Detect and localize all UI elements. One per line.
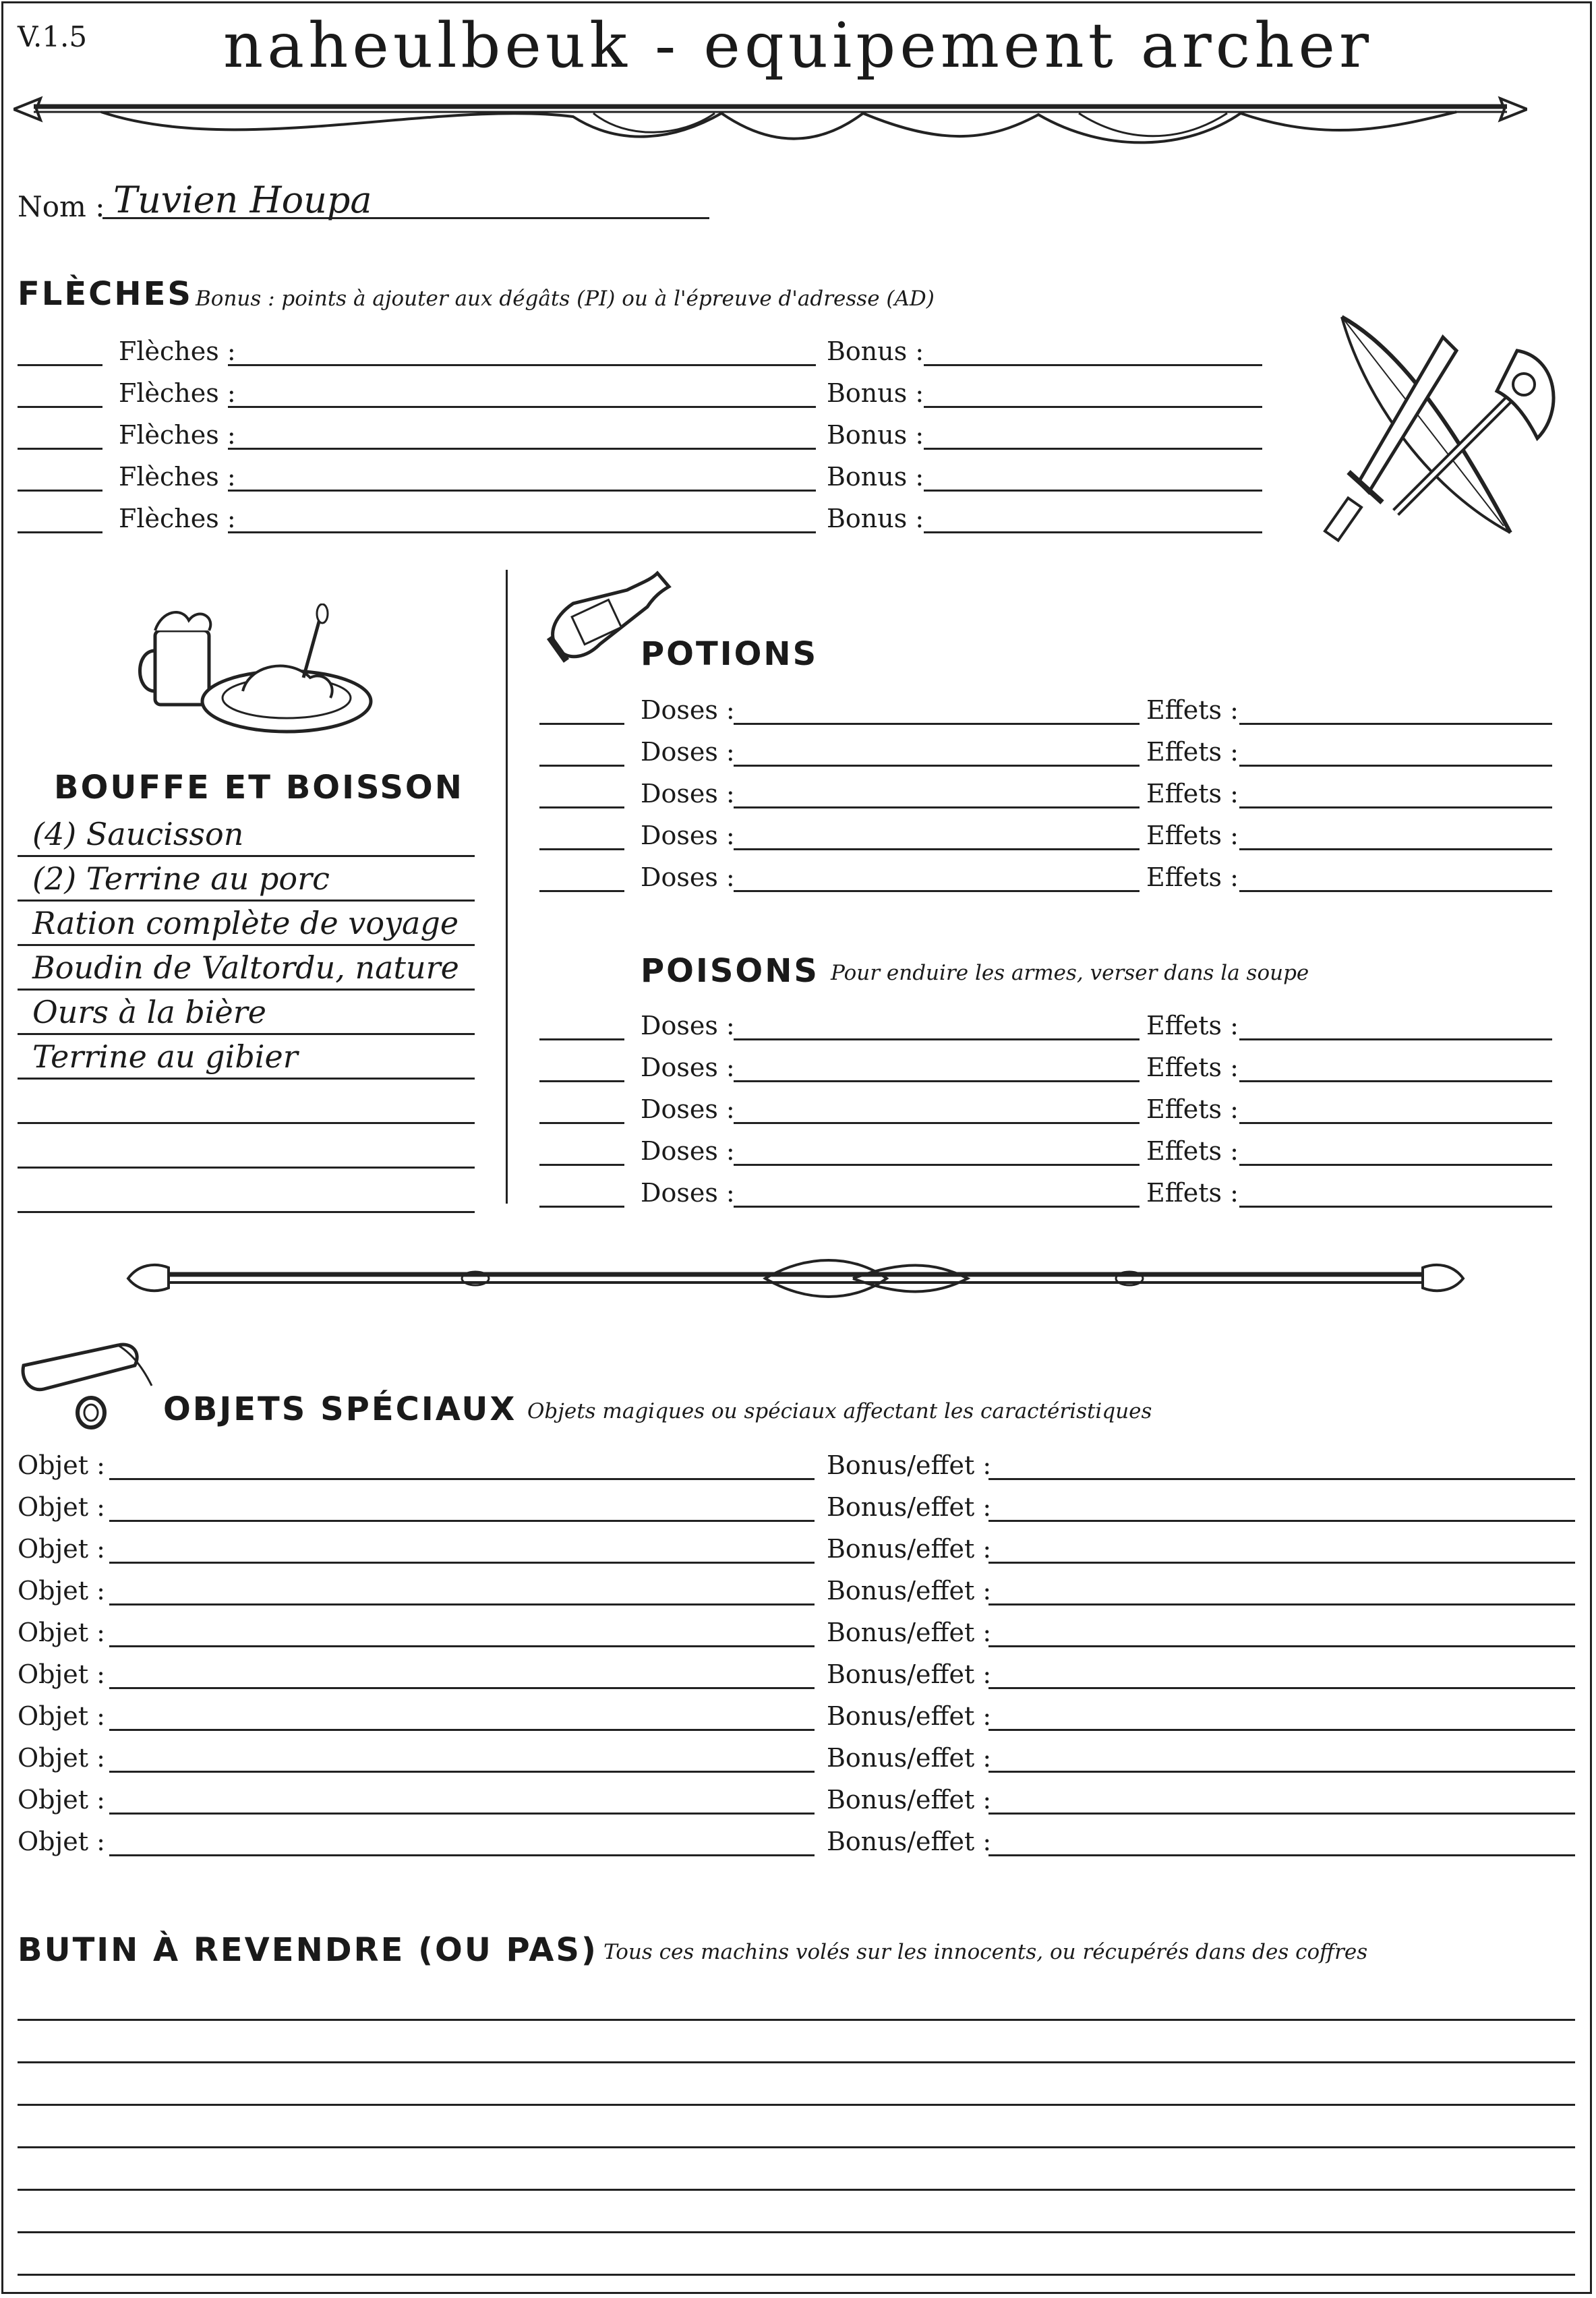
objet-bonus-field[interactable] (988, 1813, 1575, 1815)
bouffe-item[interactable]: (2) Terrine au porc (32, 860, 330, 897)
potions-qty-field[interactable] (539, 848, 624, 850)
bouffe-item[interactable]: Ours à la bière (32, 994, 266, 1030)
fleches-bonus-field[interactable] (924, 490, 1262, 492)
objet-field[interactable] (109, 1813, 815, 1815)
fleches-name-field[interactable] (228, 364, 816, 366)
potions-effets-field[interactable] (1239, 806, 1552, 808)
fleches-bonus-label: Bonus : (827, 504, 924, 533)
objet-bonus-field[interactable] (988, 1603, 1575, 1605)
butin-line[interactable] (18, 2146, 1575, 2148)
fleches-bonus-label: Bonus : (827, 462, 924, 492)
objet-bonus-label: Bonus/effet : (827, 1618, 992, 1647)
potions-doses-field[interactable] (734, 806, 1140, 808)
fleches-qty-field[interactable] (18, 490, 102, 492)
poisons-doses-label: Doses : (641, 1053, 735, 1082)
poisons-doses-label: Doses : (641, 1178, 735, 1208)
poisons-effets-field[interactable] (1239, 1080, 1552, 1082)
objet-field[interactable] (109, 1854, 815, 1856)
poisons-doses-field[interactable] (734, 1080, 1140, 1082)
bouffe-item[interactable]: Ration complète de voyage (32, 905, 459, 941)
objet-bonus-field[interactable] (988, 1562, 1575, 1564)
poisons-qty-field[interactable] (539, 1122, 624, 1124)
objet-bonus-field[interactable] (988, 1687, 1575, 1689)
poisons-effets-field[interactable] (1239, 1122, 1552, 1124)
objet-bonus-field[interactable] (988, 1520, 1575, 1522)
column-divider (506, 570, 508, 1204)
poisons-effets-label: Effets : (1146, 1094, 1239, 1124)
objet-label: Objet : (18, 1618, 105, 1647)
poisons-qty-field[interactable] (539, 1080, 624, 1082)
butin-subtitle: Tous ces machins volés sur les innocents, ou récupérés dans des coffres (603, 1940, 1368, 1964)
fleches-bonus-label: Bonus : (827, 336, 924, 366)
poisons-effets-label: Effets : (1146, 1178, 1239, 1208)
fleches-label: Flèches : (119, 378, 236, 408)
potions-effets-label: Effets : (1146, 695, 1239, 725)
bouffe-line (18, 1122, 475, 1124)
poisons-qty-field[interactable] (539, 1164, 624, 1166)
fleches-heading: FLÈCHES (18, 275, 193, 313)
butin-line[interactable] (18, 2104, 1575, 2106)
objet-bonus-label: Bonus/effet : (827, 1534, 992, 1564)
objet-field[interactable] (109, 1729, 815, 1731)
potions-effets-label: Effets : (1146, 862, 1239, 892)
arrow-divider-icon (13, 86, 1527, 147)
objet-bonus-field[interactable] (988, 1645, 1575, 1647)
objet-bonus-label: Bonus/effet : (827, 1659, 992, 1689)
fleches-qty-field[interactable] (18, 448, 102, 450)
poisons-doses-label: Doses : (641, 1094, 735, 1124)
poisons-subtitle: Pour enduire les armes, verser dans la soupe (831, 961, 1309, 985)
objet-label: Objet : (18, 1534, 105, 1564)
poisons-effets-label: Effets : (1146, 1053, 1239, 1082)
potions-effets-field[interactable] (1239, 765, 1552, 767)
version-label: V.1.5 (18, 20, 88, 53)
objet-field[interactable] (109, 1562, 815, 1564)
objet-label: Objet : (18, 1576, 105, 1605)
potions-doses-label: Doses : (641, 737, 735, 767)
fleches-name-field[interactable] (228, 448, 816, 450)
bouffe-item[interactable]: Boudin de Valtordu, nature (32, 949, 459, 986)
poisons-qty-field[interactable] (539, 1206, 624, 1208)
objet-label: Objet : (18, 1659, 105, 1689)
objet-bonus-label: Bonus/effet : (827, 1827, 992, 1856)
poisons-doses-field[interactable] (734, 1206, 1140, 1208)
potions-doses-field[interactable] (734, 765, 1140, 767)
objet-label: Objet : (18, 1492, 105, 1522)
objet-bonus-field[interactable] (988, 1478, 1575, 1480)
fleches-bonus-field[interactable] (924, 364, 1262, 366)
name-value[interactable]: Tuvien Houpa (113, 179, 372, 221)
fleches-bonus-field[interactable] (924, 448, 1262, 450)
potions-doses-label: Doses : (641, 862, 735, 892)
bouffe-line (18, 944, 475, 946)
bouffe-line (18, 900, 475, 902)
bouffe-line (18, 855, 475, 857)
fleches-bonus-label: Bonus : (827, 378, 924, 408)
page-title: naheulbeuk - equipement archer (223, 9, 1373, 82)
objet-bonus-label: Bonus/effet : (827, 1576, 992, 1605)
potions-heading: POTIONS (641, 635, 819, 673)
potions-effets-field[interactable] (1239, 848, 1552, 850)
potions-doses-field[interactable] (734, 890, 1140, 892)
objet-field[interactable] (109, 1603, 815, 1605)
poisons-effets-field[interactable] (1239, 1164, 1552, 1166)
poisons-effets-label: Effets : (1146, 1011, 1239, 1040)
objet-label: Objet : (18, 1785, 105, 1815)
butin-line[interactable] (18, 2231, 1575, 2233)
poisons-effets-field[interactable] (1239, 1206, 1552, 1208)
potions-doses-field[interactable] (734, 723, 1140, 725)
butin-line[interactable] (18, 2019, 1575, 2021)
poisons-doses-label: Doses : (641, 1136, 735, 1166)
fleches-label: Flèches : (119, 420, 236, 450)
objet-field[interactable] (109, 1478, 815, 1480)
potions-effets-field[interactable] (1239, 890, 1552, 892)
poisons-effets-label: Effets : (1146, 1136, 1239, 1166)
poisons-doses-field[interactable] (734, 1164, 1140, 1166)
fleches-qty-field[interactable] (18, 406, 102, 408)
name-label: Nom : (18, 190, 105, 223)
name-underline (102, 217, 709, 219)
potions-qty-field[interactable] (539, 806, 624, 808)
bouffe-line (18, 989, 475, 991)
potions-qty-field[interactable] (539, 890, 624, 892)
poisons-qty-field[interactable] (539, 1038, 624, 1040)
mug-and-plate-icon (135, 603, 384, 738)
objet-label: Objet : (18, 1450, 105, 1480)
objet-bonus-label: Bonus/effet : (827, 1450, 992, 1480)
butin-heading: BUTIN À REVENDRE (OU PAS) (18, 1931, 598, 1969)
fleches-name-field[interactable] (228, 531, 816, 533)
fleches-bonus-field[interactable] (924, 531, 1262, 533)
objet-bonus-label: Bonus/effet : (827, 1785, 992, 1815)
poisons-effets-field[interactable] (1239, 1038, 1552, 1040)
fleches-bonus-label: Bonus : (827, 420, 924, 450)
scroll-and-ring-icon (17, 1338, 158, 1433)
poisons-doses-label: Doses : (641, 1011, 735, 1040)
objet-label: Objet : (18, 1743, 105, 1773)
potions-qty-field[interactable] (539, 765, 624, 767)
objet-field[interactable] (109, 1520, 815, 1522)
bouffe-line (18, 1078, 475, 1080)
fleches-qty-field[interactable] (18, 531, 102, 533)
objet-field[interactable] (109, 1645, 815, 1647)
poisons-heading: POISONS (641, 952, 819, 990)
butin-line[interactable] (18, 2061, 1575, 2063)
staff-divider-icon (125, 1254, 1467, 1301)
objet-bonus-field[interactable] (988, 1729, 1575, 1731)
potions-doses-field[interactable] (734, 848, 1140, 850)
potions-effets-label: Effets : (1146, 737, 1239, 767)
potions-effets-label: Effets : (1146, 779, 1239, 808)
butin-line[interactable] (18, 2189, 1575, 2191)
objet-bonus-field[interactable] (988, 1854, 1575, 1856)
potions-effets-label: Effets : (1146, 821, 1239, 850)
potions-doses-label: Doses : (641, 695, 735, 725)
potions-effets-field[interactable] (1239, 723, 1552, 725)
objet-label: Objet : (18, 1827, 105, 1856)
fleches-label: Flèches : (119, 336, 236, 366)
fleches-name-field[interactable] (228, 406, 816, 408)
bouffe-line (18, 1211, 475, 1213)
poisons-doses-field[interactable] (734, 1122, 1140, 1124)
fleches-label: Flèches : (119, 462, 236, 492)
objet-bonus-field[interactable] (988, 1771, 1575, 1773)
fleches-label: Flèches : (119, 504, 236, 533)
objets-heading: OBJETS SPÉCIAUX (163, 1390, 517, 1428)
objet-label: Objet : (18, 1701, 105, 1731)
potions-doses-label: Doses : (641, 779, 735, 808)
bouffe-line (18, 1167, 475, 1169)
fleches-subtitle: Bonus : points à ajouter aux dégâts (PI) ou à l'épreuve d'adresse (AD) (196, 287, 935, 311)
bouffe-item[interactable]: Terrine au gibier (32, 1038, 298, 1075)
objet-field[interactable] (109, 1771, 815, 1773)
poisons-doses-field[interactable] (734, 1038, 1140, 1040)
potions-qty-field[interactable] (539, 723, 624, 725)
weapons-icon (1322, 310, 1571, 553)
fleches-bonus-field[interactable] (924, 406, 1262, 408)
objet-bonus-label: Bonus/effet : (827, 1492, 992, 1522)
bouffe-heading: BOUFFE ET BOISSON (54, 769, 464, 806)
objet-bonus-label: Bonus/effet : (827, 1701, 992, 1731)
potions-doses-label: Doses : (641, 821, 735, 850)
objet-bonus-label: Bonus/effet : (827, 1743, 992, 1773)
bouffe-item[interactable]: (4) Saucisson (32, 816, 244, 852)
butin-line[interactable] (18, 2274, 1575, 2276)
objet-field[interactable] (109, 1687, 815, 1689)
bouffe-line (18, 1033, 475, 1035)
objets-subtitle: Objets magiques ou spéciaux affectant les caractéristiques (527, 1399, 1152, 1423)
fleches-qty-field[interactable] (18, 364, 102, 366)
fleches-name-field[interactable] (228, 490, 816, 492)
